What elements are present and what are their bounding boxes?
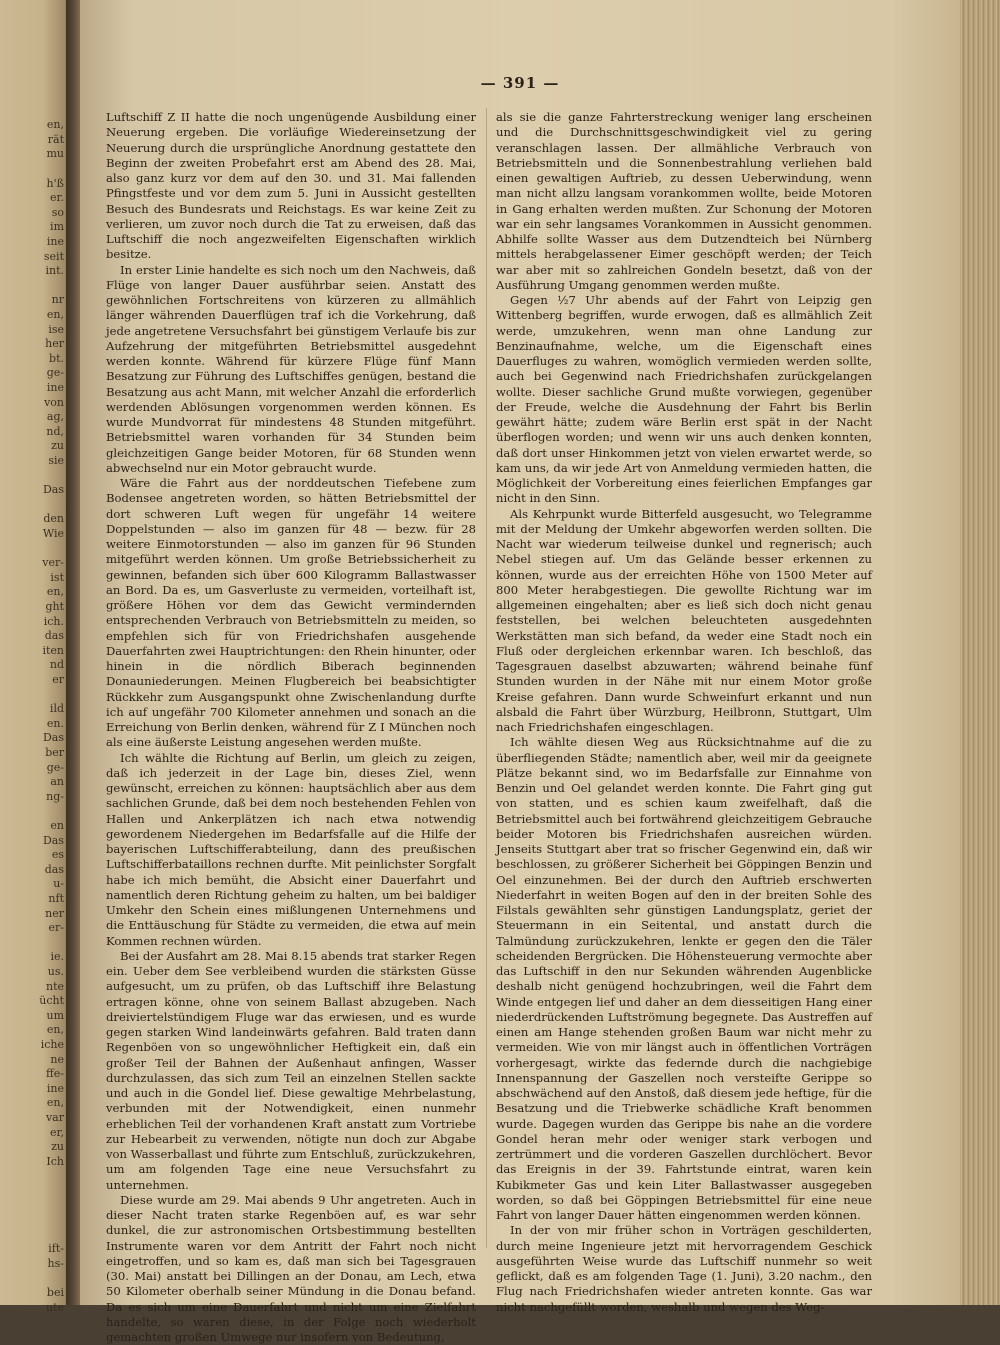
paragraph: als sie die ganze Fahrterstreckung weniger lang erscheinen und die Durchschnittsgeschwindigkeit viel zu gering veranschlagen lassen. Der allmähliche Verbrauch von Betriebsmitteln und die Sonnenbestrahlung verliehen bald einen gewaltigen Auftrieb, zu dessen Ueberwindung, wenn man nicht allzu langsam vorankommen wollte, beide Motoren in Gang erhalten werden mußten. Zur Schonung der Motoren war ein sehr langsames Vorankommen in Aussicht genommen. Abhilfe sollte Wasser aus dem Dutzendteich bei Nürnberg mittels herabgelassener Eimer geschöpft werden; der Teich war aber mit so zahlreichen Gondeln besetzt, daß von der Ausführung Umgang genommen werden mußte. [496, 110, 872, 292]
facing-page-fragment: er, [49, 1125, 64, 1139]
paragraph: Bei der Ausfahrt am 28. Mai 8.15 abends trat starker Regen ein. Ueber dem See verbleibend wurden die stärksten Güsse aufgesucht, um zu prüfen, ob das Luftschiff ihre Belastung ertragen könne, ohne von seinem Ballast abzugeben. Nach dreiviertelstündigem Fluge war das erwiesen, und es wurde gegen starken Wind landeinwärts gefahren. Bald traten dann Regenböen von so ungewöhnlicher Heftigkeit ein, daß ein großer Teil der Bahnen der Außenhaut anfingen, Wasser durchzulassen, das sich zum Teil an einzelnen Stellen sackte und auch in die Gondel lief. Diese gewaltige Mehrbelastung, verbunden mit der Notwendigkeit, einen nunmehr erheblichen Teil der vorhandenen Kraft anstatt zum Vortriebe zur Hebearbeit zu verwenden, nötigte nun doch zur Abgabe von Wasserballast und führte zum Entschluß, zurückzukehren, um am folgenden Tage eine neue Versuchsfahrt zu unternehmen. [106, 948, 476, 1192]
facing-page-fragment: h'ß [46, 176, 64, 190]
facing-page-fragment: den [43, 512, 64, 526]
facing-page-fragment: nd, [46, 424, 64, 438]
facing-page-fragment: seit [43, 249, 64, 263]
facing-page-fragment: von [44, 395, 64, 409]
facing-page-fragment: en, [46, 1023, 64, 1037]
facing-page-fragment: us. [47, 965, 64, 978]
facing-page-edge [0, 0, 70, 1314]
facing-page-fragment: nft [48, 892, 64, 905]
facing-page-fragment: ge- [46, 760, 64, 774]
paragraph: In der von mir früher schon in Vorträgen geschilderten, durch meine Ingenieure jetzt mit hervorragendem Geschick ausgeführten Weise wurde das Luftschiff nunmehr so weit geflickt, daß es am folgenden Tage (1. Juni), 3.20 nachm., den Flug nach Friedrichshafen wieder antreten konnte. Gas war nicht nachgefüllt worden, weshalb und wegen des Weg- [496, 1223, 872, 1314]
facing-page-fragment: ffe- [45, 1067, 64, 1081]
book-page [80, 0, 960, 1344]
facing-page-fragment: nd [49, 658, 64, 672]
facing-page-fragment: ge- [46, 366, 64, 380]
facing-page-fragment: zu [51, 439, 64, 453]
page-number: — 391 — [480, 74, 560, 92]
facing-page-fragment: en, [46, 308, 64, 321]
facing-page-fragment: Ich [46, 1154, 64, 1168]
left-column [106, 110, 476, 1345]
paragraph: Diese wurde am 29. Mai abends 9 Uhr angetreten. Auch in dieser Nacht traten starke Regenböen auf, es war sehr dunkel, die zur astronomischen Ortsbestimmung bestellten Instrumente waren vor dem Antritt der Fahrt noch nicht eingetroffen, und so kam es, daß man sich bei Tagesgrauen (30. Mai) anstatt bei Dillingen an der Donau, am Lech, etwa 50 Kilometer oberhalb seiner Mündung in die Donau befand. Da es sich um eine Dauerfahrt und nicht um eine Zielfahrt handelte, so waren diese, in der Folge noch wiederholt gemachten großen Umwege nur insofern von Bedeutung, [106, 1192, 476, 1344]
paragraph: Gegen ½7 Uhr abends auf der Fahrt von Leipzig gen Wittenberg begriffen, wurde erwogen, daß es allmählich Zeit werde, umzukehren, wenn man ohne Landung zur Benzinaufnahme, welche, um die Eigenschaft eines Dauerfluges zu wahren, womöglich vermieden werden sollte, auch bei Gegenwind nach Friedrichshafen zurückgelangen wollte. Dieser sachliche Grund mußte vorwiegen, gegenüber der Freude, welche die Ausdehnung der Fahrt bis Berlin gewährt hätte; zudem wäre Berlin erst spät in der Nacht überflogen worden; und wenn wir uns auch denken konnten, daß dort unser Hinkommen jetzt von vielen erwartet werde, so kam uns, da wir jede Art von Anmeldung vermieden hatten, die Möglichkeit der Vorbereitung eines feierlichen Empfanges gar nicht in den Sinn. [496, 293, 872, 506]
facing-page-fragment: hs- [47, 1257, 64, 1270]
paragraph: In erster Linie handelte es sich noch um den Nachweis, daß Flüge von langer Dauer ausführbar seien. Anstatt des gewöhnlichen Fortschreitens von kürzeren zu allmählich länger währenden Dauerflügen traf ich die Vorkehrung, daß jede angetretene Versuchsfahrt bei günstigem Verlaufe bis zur Aufzehrung der mitgeführten Betriebsmittel ausgedehnt werden konnte. Während für kürzere Flüge fünf Mann Besatzung zur Führung des Luftschiffes genügen, bestand die Besatzung aus acht Mann, mit welcher Anzahl die erforderlich werdenden Ablösungen vorgenommen werden können. Es wurde Mundvorrat für mindestens 48 Stunden mitgeführt. Betriebsmittel waren vorhanden für 34 Stunden beim gleichzeitigen Gange beider Motoren, für 68 Stunden wenn abwechselnd nur ein Motor gebraucht wurde. [106, 262, 476, 475]
facing-page-fragment: ver- [42, 556, 64, 570]
right-column [496, 110, 872, 1315]
facing-page-fragment: das [44, 629, 64, 643]
facing-page-fragment: Das [42, 483, 64, 497]
page-stack-edge [960, 0, 1000, 1305]
facing-page-fragment: Wie [42, 527, 64, 540]
facing-page-fragment: rät [47, 132, 64, 146]
facing-page-fragment: en, [46, 1096, 64, 1110]
facing-page-fragment: ich. [43, 614, 64, 628]
facing-page-fragment: ift- [48, 1242, 64, 1256]
facing-page-fragment: int. [45, 264, 64, 278]
facing-page-fragment: im [50, 220, 64, 234]
facing-page-fragment: es [51, 848, 64, 862]
facing-page-fragment: en, [46, 585, 64, 599]
facing-page-fragment: ücht [39, 994, 64, 1008]
facing-page-fragment: so [51, 205, 64, 219]
facing-page-fragment: ner [45, 906, 64, 920]
facing-page-fragment: an [50, 775, 64, 789]
paragraph: Ich wählte diesen Weg aus Rücksichtnahme auf die zu überfliegenden Städte; namentlich aber, weil mir da geeignete Plätze bekannt sind, wo im Bedarfsfalle zur Einnahme von Benzin und Oel gelandet werden konnte. Die Fahrt ging gut von statten, und es schien kaum zweifelhaft, daß die Betriebsmittel auch bei fortwährend gleichzeitigem Gebrauche beider Motoren bis Friedrichshafen ausreichen würden. Jenseits Stuttgart aber trat so frischer Gegenwind ein, daß wir beschlossen, zu größerer Sicherheit bei Göppingen Benzin und Oel einzunehmen. Bei der durch den Auftrieb erschwerten Niederfahrt in weiten Bogen auf den in der breiten Sohle des Filstals gewählten sehr günstigen Landungsplatz, geriet der Steuermann in ein Seitental, und anstatt durch die Talmündung zurückzukehren, lenkte er gegen den die Täler scheidenden Bergrücken. Die Höhensteuerung vermochte aber das Luftschiff in den nur Sekunden währenden Augenblicke deshalb nicht genügend hochzubringen, weil die Fahrt dem Winde entgegen lief und daher an dem diesseitigen Hang einer niederdrückenden Luftströmung begegnete. Das Austreffen auf einen am Hange stehenden großen Baum war nicht mehr zu vermeiden. Wie von mir längst auch in öffentlichen Vorträgen vorhergesagt, wirkte das federnde durch die nachgiebige Innenspannung der Gaszellen noch versteifte Gerippe so abschwächend auf den Anstoß, daß diesem jede heftige, für die Besatzung und die Triebwerke schädliche Kraft benommen wurde. Dagegen wurden das Gerippe bis nahe an die vordere Gondel heran mehr oder weniger stark verbogen und zertrümmert und die vorderen Gaszellen durchlöchert. Bevor das Ereignis in der 39. Fahrtstunde eintrat, waren kein Kubikmeter Gas und kein Liter Ballastwasser ausgegeben worden, so daß bei Göppingen Betriebsmittel für eine neue Fahrt von langer Dauer hätten eingenommen werden können. [496, 735, 872, 1222]
facing-page-fragment: ng- [46, 789, 64, 803]
paragraph: Als Kehrpunkt wurde Bitterfeld ausgesucht, wo Telegramme mit der Meldung der Umkehr abgeworfen werden sollten. Die Nacht war wiederum teilweise dunkel und regnerisch; auch Nebel stiegen auf. Um das Gelände besser erkennen zu können, wurde aus der erreichten Höhe von 1500 Meter auf 800 Meter herabgestiegen. Die gewollte Richtung war im allgemeinen eingehalten; aber es ließ sich doch nicht genau feststellen, bei welchen beleuchteten ausgedehnten Werkstätten man sich befand, da weder eine Stadt noch ein Fluß oder dergleichen erkennbar waren. Ich beschloß, das Tagesgrauen daselbst abzuwarten; während beinahe fünf Stunden wurden in der Nähe mit nur einem Motor große Kreise gefahren. Dann wurde Schweinfurt erkannt und nun alsbald die Fahrt über Würzburg, Heilbronn, Stuttgart, Ulm nach Friedrichshafen eingeschlagen. [496, 506, 872, 734]
facing-page-fragment: ine [46, 235, 64, 248]
facing-page-fragment: her [45, 337, 64, 351]
facing-page-fragment: iche [40, 1038, 64, 1051]
facing-page-fragment: ild [49, 702, 64, 716]
facing-page-fragment: ie. [50, 950, 64, 964]
facing-page-fragment: Das [42, 833, 64, 847]
facing-page-fragment: ine [46, 1081, 64, 1095]
facing-page-fragment: bei [46, 1286, 64, 1300]
facing-page-fragment: ag, [46, 410, 64, 424]
facing-page-fragment: ute [45, 1300, 64, 1314]
facing-page-fragment: er- [48, 921, 64, 935]
facing-page-fragment: en. [46, 716, 64, 730]
facing-page-fragment: en [50, 819, 64, 832]
column-divider [486, 108, 487, 1248]
paragraph: Ich wählte die Richtung auf Berlin, um gleich zu zeigen, daß ich jederzeit in der Lage bin, dieses Ziel, wenn gewünscht, erreichen zu können: hauptsächlich aber aus dem sachlichen Grunde, daß bei dem noch bestehenden Fehlen von Hallen und Ankerplätzen ich nach etwa notwendig gewordenem Niedergehen im Bedarfsfalle auf die Hilfe der bayerischen Luftschifferabteilung, dann des preußischen Luftschifferbataillons rechnen durfte. Mit peinlichster Sorgfalt habe ich mich bemüht, die Absicht einer Dauerfahrt und namentlich deren Richtung geheim zu halten, um bei baldiger Umkehr den Schein eines mißlungenen Unternehmens und die Enttäuschung für Städte zu vermeiden, die etwa auf mein Kommen rechnen würden. [106, 750, 476, 948]
facing-page-fragment: ist [50, 570, 64, 584]
facing-page-fragment: ise [48, 322, 64, 336]
facing-page-fragment: zu [51, 1140, 64, 1154]
facing-page-fragment: bt. [49, 351, 64, 365]
facing-page-fragment: Das [42, 731, 64, 745]
facing-page-fragment: mu [46, 147, 64, 161]
facing-page-fragment: iten [42, 643, 64, 657]
facing-page-fragment: ne [50, 1052, 64, 1066]
facing-page-fragment: um [46, 1008, 64, 1022]
facing-page-fragment: nte [45, 979, 64, 993]
facing-page-fragment: ine [46, 381, 64, 394]
facing-page-fragment: er. [49, 191, 64, 205]
facing-page-fragment: nr [51, 293, 64, 307]
facing-page-fragment: ber [45, 746, 64, 759]
facing-page-fragment: das [44, 862, 64, 876]
facing-page-fragment: en, [46, 118, 64, 132]
paragraph: Wäre die Fahrt aus der norddeutschen Tiefebene zum Bodensee angetreten worden, so hätten Betriebsmittel der dort schweren Luft wegen für ungefähr 14 weitere Doppelstunden — also im ganzen für 48 — bezw. für 28 weitere Einmotorstunden — also im ganzen für 96 Stunden mitgeführt werden können. Um große Betriebssicherheit zu gewinnen, befanden sich über 600 Kilogramm Ballastwasser an Bord. Da es, um Gasverluste zu vermeiden, vorteilhaft ist, größere Höhen vor dem das Gewicht vermindernden entsprechenden Verbrauch von Betriebsmitteln zu meiden, so empfehlen sich für von Friedrichshafen ausgehende Dauerfahrten zwei Hauptrichtungen: den Rhein hinunter, oder hinein in die nördlich Biberach beginnenden Donauniederungen. Meinen Flugbereich bei beabsichtigter Rückkehr zum Ausgangspunkt ohne Zwischenlandung durfte ich auf ungefähr 700 Kilometer annehmen und sonach an die Erreichung von Berlin denken, während für Z I München noch als eine äußerste Leistung angesehen werden mußte. [106, 476, 476, 750]
facing-page-fragment: var [45, 1111, 64, 1124]
facing-page-fragment: u- [53, 877, 64, 891]
facing-page-fragment: er [52, 673, 64, 686]
paragraph: Luftschiff Z II hatte die noch ungenügende Ausbildung einer Neuerung ergeben. Die vorläufige Wiedereinsetzung der Neuerung durch die ursprüngliche Anordnung gestattete den Beginn der zweiten Probefahrt erst am Abend des 28. Mai, also ganz kurz vor dem auf den 30. und 31. Mai fallenden Pfingstfeste und vor dem zum 5. Juni in Aussicht gestellten Besuch des Bundesrats und Reichstags. Es war keine Zeit zu verlieren, um zuvor noch durch die Tat zu erweisen, daß das Luftschiff die noch angezweifelten Eigenschaften wirklich besitze. [106, 110, 476, 262]
facing-page-fragment: sie [48, 454, 64, 467]
facing-page-fragment: ght [45, 600, 64, 613]
